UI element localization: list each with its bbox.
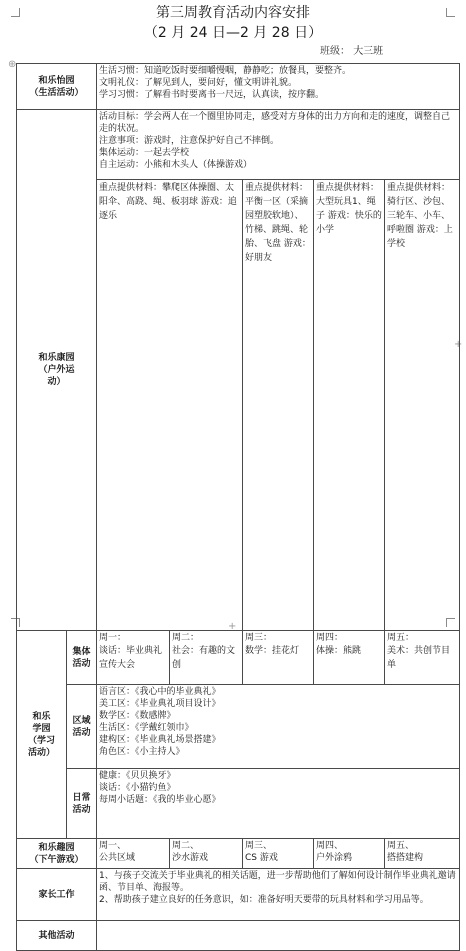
add-column-icon[interactable]: + [454,339,463,350]
row-study-group [17,631,460,685]
label-group-activity: 集体 活动 [67,631,97,685]
label-play: 和乐趣园 （下午游戏） [17,839,97,869]
play-day-cell[interactable]: 周五、 搭搭建构 [385,839,460,869]
row-outdoor-goals [17,110,460,180]
group-day-cell[interactable]: 周五： 美术：共创节目单 [385,631,460,685]
row-study-daily [17,769,460,839]
outdoor-area-cell[interactable]: 重点提供材料：大型玩具1、绳子 游戏：快乐的小学 [314,180,385,631]
class-label: 班级： [320,46,350,57]
other-content[interactable] [97,921,460,951]
group-day-cell[interactable]: 周一： 谈话：毕业典礼宣传大会 [97,631,170,685]
play-day-cell[interactable]: 周三、 CS 游戏 [243,839,314,869]
daily-content[interactable]: 健康：《贝贝换牙》 谈话：《小猫钓鱼》 每周小话题：《我的毕业心愿》 [97,769,460,839]
life-line: 学习习惯：了解看书时要离书一尺远，认真读，按序翻。 [99,90,325,100]
outdoor-line: 自主运动：小熊和木头人（体操游戏） [99,160,253,170]
group-day-cell[interactable]: 周四： 体操：熊跳 [314,631,385,685]
label-area-activity: 区域 活动 [67,685,97,769]
play-day-cell[interactable]: 周四、 户外涂鸦 [314,839,385,869]
label-study: 和乐 学园 （学习 活动） [17,631,67,839]
group-day-cell[interactable]: 周三： 数学：挂花灯 [243,631,314,685]
row-other [17,921,460,951]
class-info [320,45,383,58]
row-play [17,839,460,869]
play-day-cell[interactable]: 周一、 公共区域 [97,839,170,869]
life-line: 生活习惯：知道吃饭时要细嚼慢咽，静静吃；放餐具，要整齐。 [99,66,352,76]
outdoor-line: 注意事项：游戏时，注意保护好自己不摔倒。 [99,136,280,146]
label-other: 其他活动 [17,921,97,951]
life-line: 文明礼仪：了解见到人，要问好，懂文明讲礼貌。 [99,78,298,88]
label-outdoor: 和乐康园 （户外运 动） [17,110,97,631]
row-study-area [17,685,460,769]
outdoor-area-cell[interactable]: 重点提供材料：平衡一区（采摘园塑胶软地）、竹梯、跳绳、轮胎、飞盘 游戏：好朋友 [243,180,314,631]
life-content[interactable] [97,64,460,110]
label-life: 和乐怡园 （生活活动） [17,64,97,110]
outdoor-area-cell[interactable]: 重点提供材料：攀爬区体操圈、太阳伞、高跷、绳、板羽球 游戏：追逐乐 [97,180,243,631]
row-parents [17,869,460,921]
date-range: （2 月 24 日—2 月 28 日） [143,25,323,41]
play-day-cell[interactable]: 周二、 沙水游戏 [170,839,243,869]
class-value: 大三班 [353,46,384,57]
outdoor-line: 活动目标：学会两人在一个圈里协同走，感受对方身体的出力方向和走的速度，调整自己走的状况。 [99,112,451,134]
page-title: 第三周教育活动内容安排 [156,5,310,21]
schedule-table [16,63,463,951]
label-daily-activity: 日常 活动 [67,769,97,839]
parents-content[interactable]: 1、与孩子交流关于毕业典礼的相关话题，进一步帮助他们了解如何设计制作毕业典礼邀请函、节目单、海报等。 2、帮助孩子建立良好的任务意识，如：准备好明天要带的玩具材料和学习用品等。 [97,869,460,921]
group-day-cell[interactable]: 周二： 社会：有趣的文创 [170,631,243,685]
add-row-icon[interactable]: + [228,621,237,632]
row-life [17,64,460,110]
table-move-handle-icon[interactable]: ⊕ [8,59,17,70]
area-content[interactable]: 语言区：《我心中的毕业典礼》 美工区：《毕业典礼项目设计》 数学区：《数感牌》 生活区：《学戴红领巾》 建构区：《毕业典礼场景搭建》 角色区：《小主持人》 [97,685,460,769]
label-parents: 家长工作 [17,869,97,921]
outdoor-area-cell[interactable]: 重点提供材料：骑行区、沙包、三轮车、小车、呼啦圈 游戏：上学校 [385,180,460,631]
outdoor-content[interactable] [97,110,460,180]
outdoor-line: 集体运动：一起去学校 [99,148,190,158]
